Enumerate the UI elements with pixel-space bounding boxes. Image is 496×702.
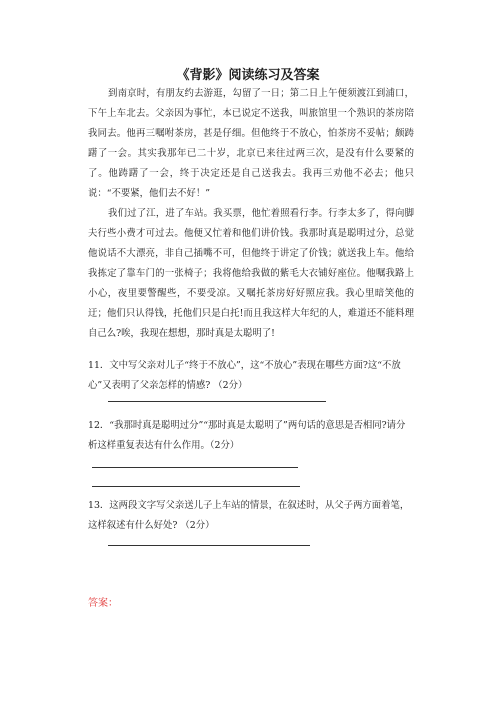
document-title: 《背影》阅读练习及答案 <box>176 68 320 83</box>
answer-line-12b[interactable] <box>92 486 300 487</box>
question-12: 12．“我那时真是聪明过分”“那时真是太聪明了”两句话的意思是否相同?请分析这样重复表达有什么作用。（2分） <box>88 420 406 451</box>
question-13: 13．这两段文字写父亲送儿子上车站的情景，在叙述时，从父子两方面着笔，这样叙述有什么好处? （2分） <box>88 500 410 531</box>
paragraph-2: 我们过了江，进了车站。我买票，他忙着照看行李。行李太多了，得向脚夫行些小费才可过去。他便又忙着和他们讲价钱。我那时真是聪明过分，总觉他说话不大漂亮，非自己插嘴不可，但他终于讲定了价钱；就送我上车。他给我拣定了靠车门的一张椅子；我将他给我做的紫毛大衣铺好座位。他嘱我路上小心，夜里要警醒些，不要受凉。又嘱托茶房好好照应我。我心里暗笑他的迂；他们只认得钱，托他们只是白托!而且我这样大年纪的人，难道还不能料理自己么?唉，我现在想想，那时真是太聪明了! <box>88 208 414 339</box>
answer-label: 答案： <box>88 598 118 609</box>
question-11: 11．文中写父亲对儿子“终于不放心”，这“不放心”表现在哪些方面?这“不放心”又表明了父亲怎样的情感? （2分） <box>88 360 401 391</box>
answer-line-12a[interactable] <box>92 467 298 468</box>
paragraph-1: 到南京时，有朋友约去游逛，勾留了一日；第二日上午便须渡江到浦口，下午上车北去。父亲因为事忙，本已说定不送我，叫旅馆里一个熟识的茶房陪我同去。他再三嘱咐茶房，甚是仔细。但他终于不放心，怕茶房不妥帖；颇踌躇了一会。其实我那年已二十岁，北京已来往过两三次，是没有什么要紧的了。他踌躇了一会，终于决定还是自己送我去。我再三劝他不必去；他只说：“不要紧，他们去不好！” <box>88 88 414 199</box>
answer-line-11[interactable] <box>108 401 326 402</box>
answer-line-13[interactable] <box>108 545 310 546</box>
